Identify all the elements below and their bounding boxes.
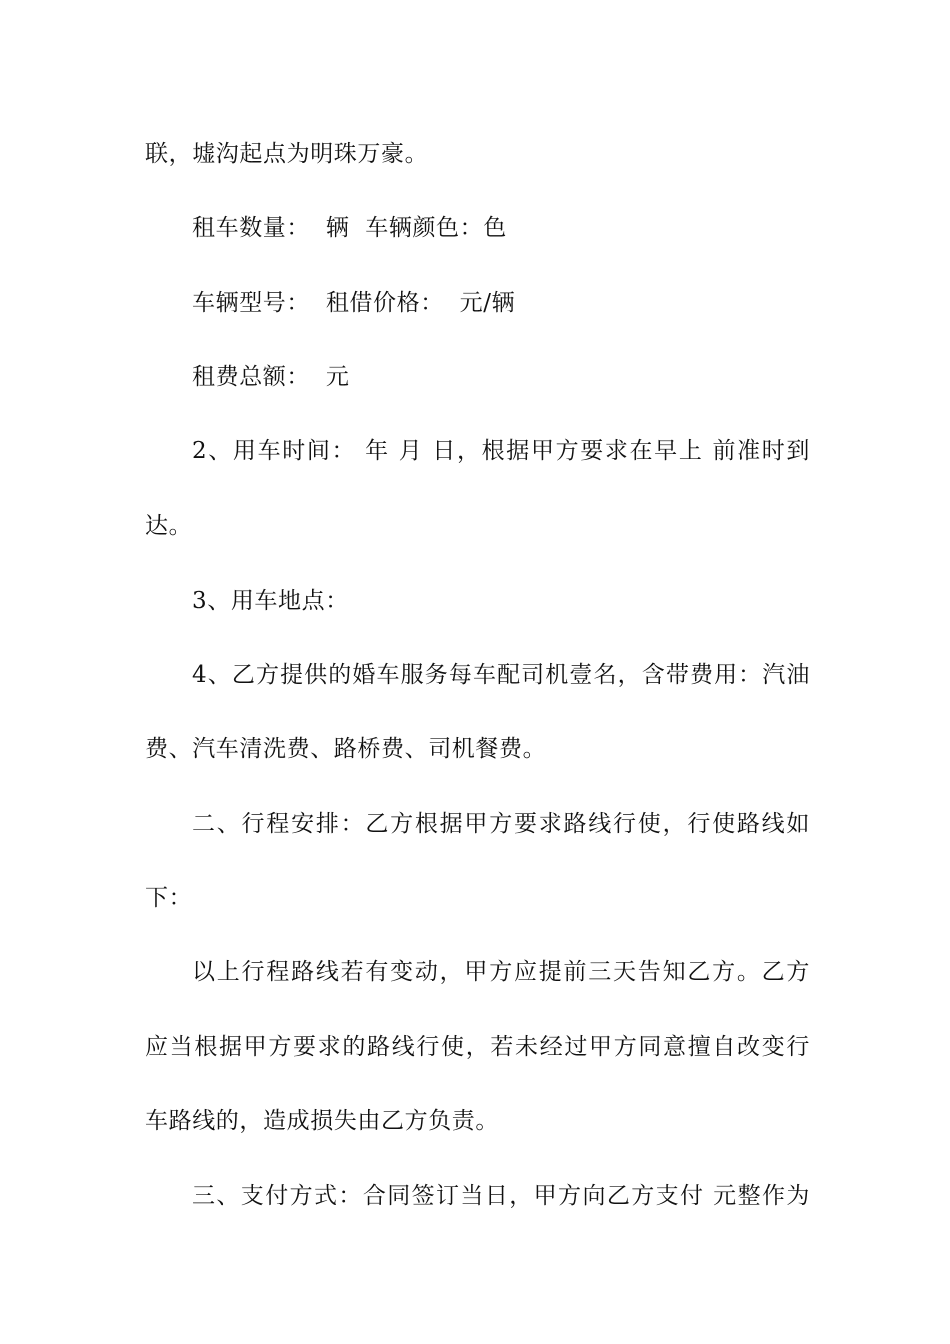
text-line-rental-quantity: 租车数量： 辆 车辆颜色：色 (192, 215, 507, 241)
text-line-payment-method: 三、支付方式：合同签订当日，甲方向乙方支付 元整作为 (192, 1183, 810, 1209)
text-line-service-fees: 4、乙方提供的婚车服务每车配司机壹名，含带费用：汽油 (192, 662, 810, 688)
text-line-origin: 联，墟沟起点为明珠万豪。 (145, 141, 429, 167)
text-line-route-change: 以上行程路线若有变动，甲方应提前三天告知乙方。乙方 (192, 959, 810, 985)
text-line-usage-time-cont: 达。 (145, 513, 193, 539)
text-line-itinerary: 二、行程安排：乙方根据甲方要求路线行使，行使路线如 (192, 811, 810, 837)
text-line-route-change-end: 车路线的，造成损失由乙方负责。 (145, 1108, 499, 1134)
text-line-vehicle-model: 车辆型号： 租借价格： 元/辆 (192, 290, 516, 316)
text-line-itinerary-cont: 下： (145, 885, 193, 911)
text-line-total-fee: 租费总额： 元 (192, 364, 350, 390)
text-line-route-change-cont: 应当根据甲方要求的路线行使，若未经过甲方同意擅自改变行 (145, 1034, 810, 1060)
text-line-service-fees-cont: 费、汽车清洗费、路桥费、司机餐费。 (145, 736, 547, 762)
text-line-usage-time: 2、用车时间： 年 月 日，根据甲方要求在早上 前准时到 (192, 438, 810, 464)
text-line-usage-location: 3、用车地点： (192, 588, 349, 614)
